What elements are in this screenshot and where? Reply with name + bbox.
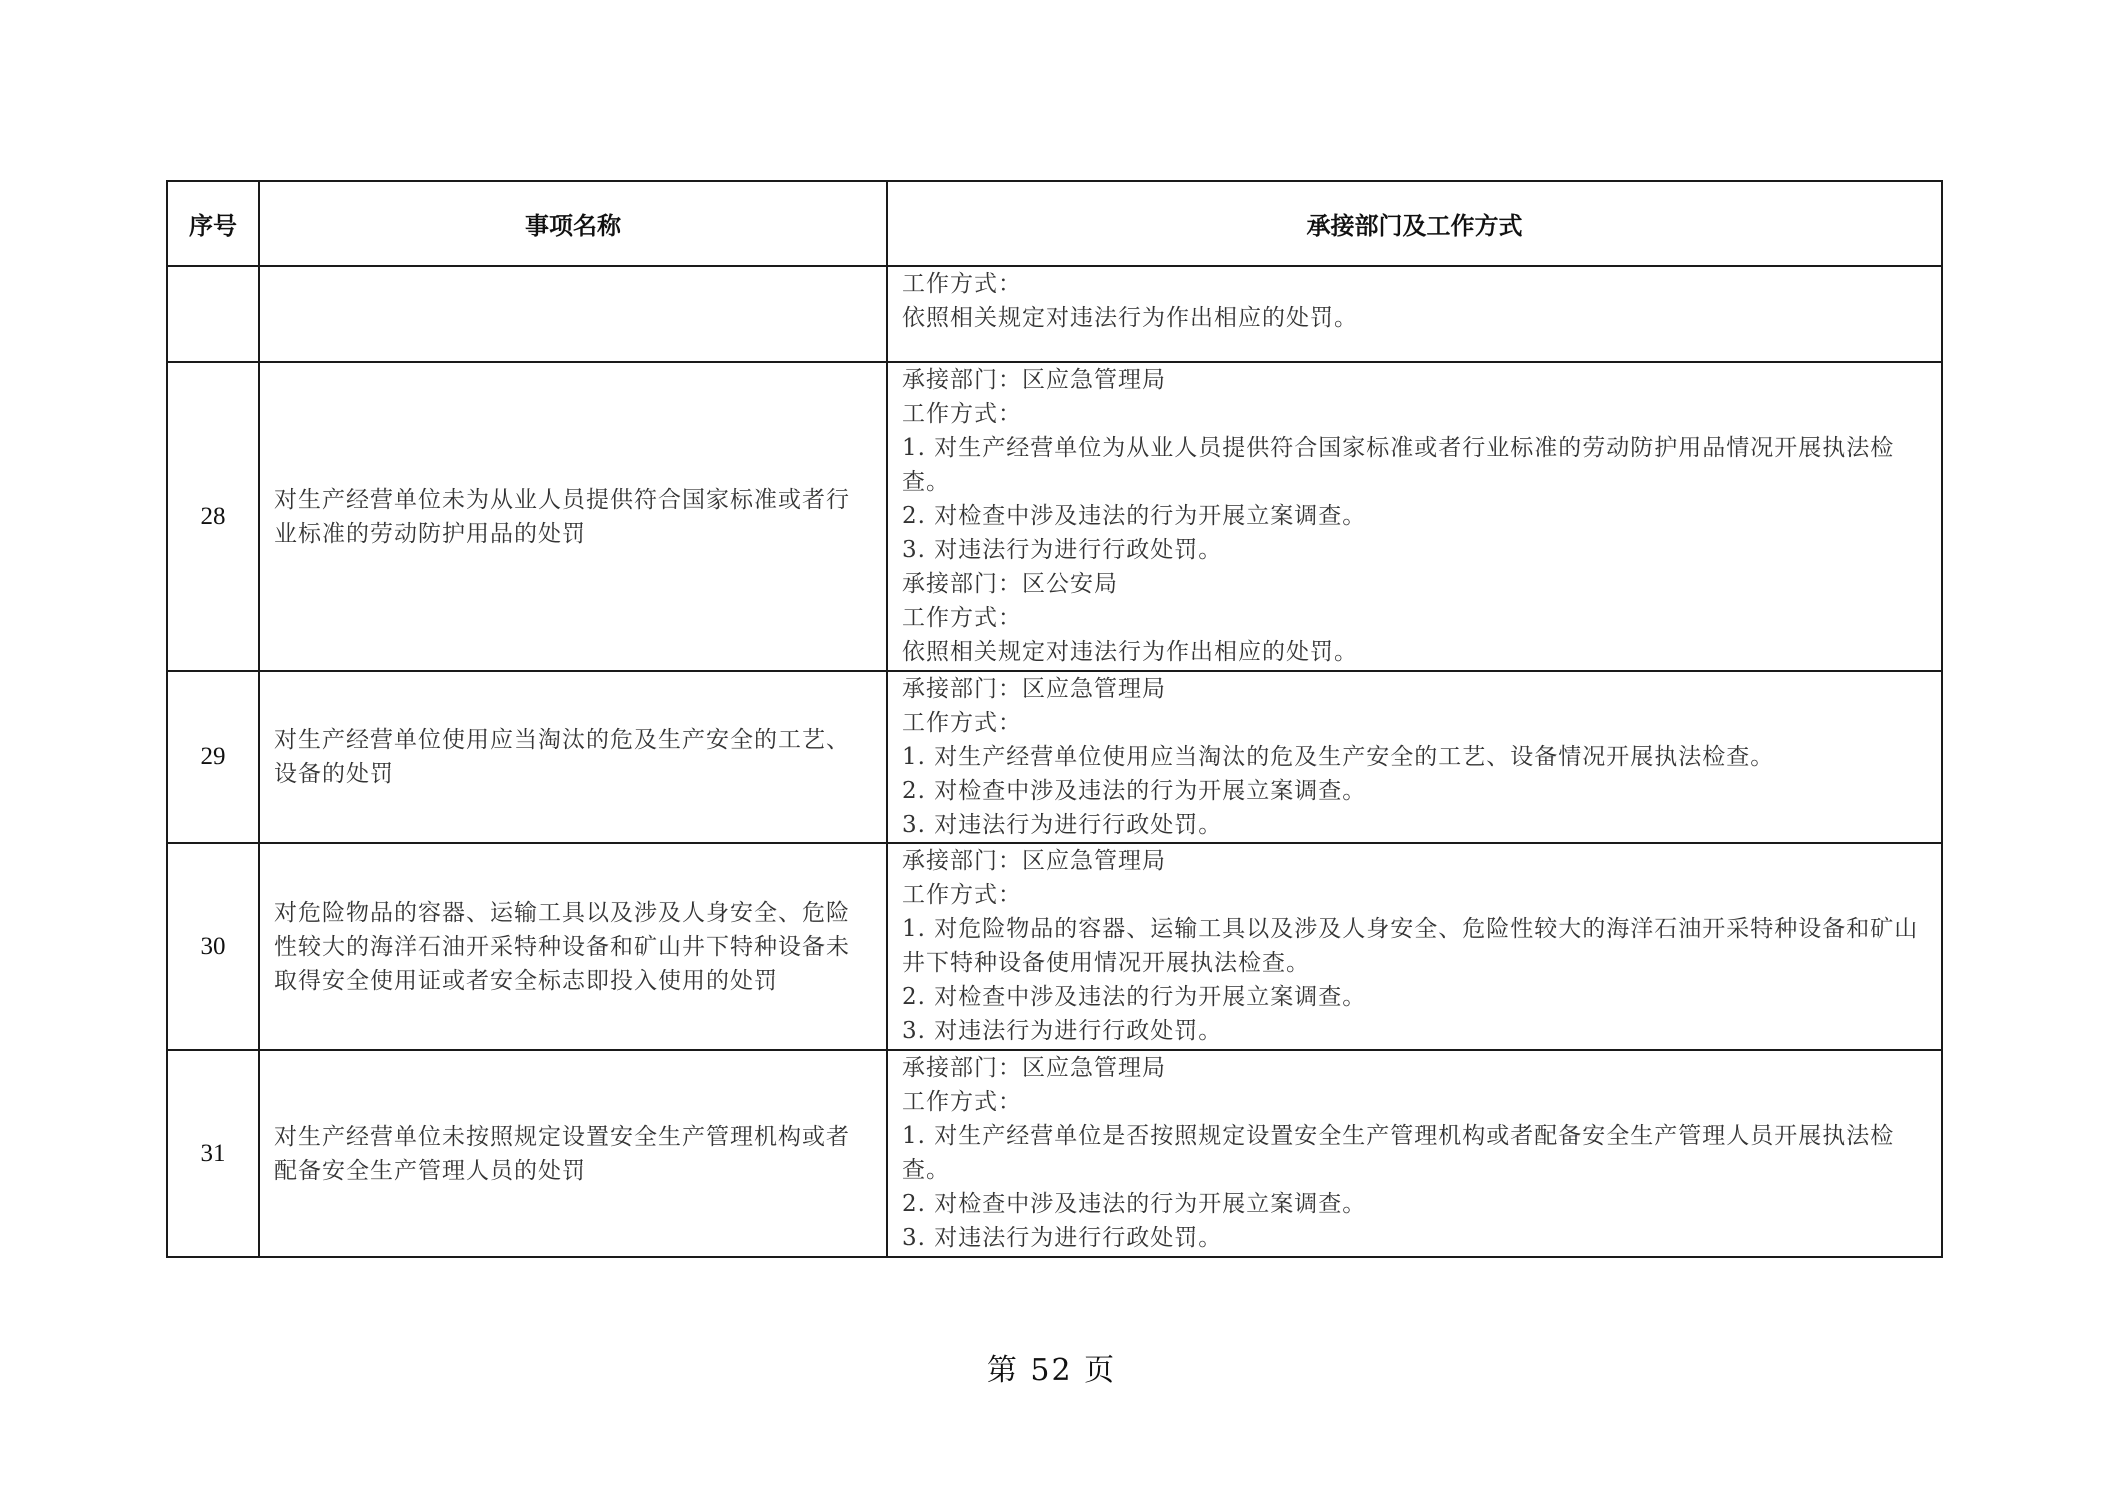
- dept-line: 1. 对生产经营单位使用应当淘汰的危及生产安全的工艺、设备情况开展执法检查。: [902, 744, 1775, 770]
- dept-line: 承接部门：区公安局: [902, 571, 1118, 597]
- dept-line: 1. 对危险物品的容器、运输工具以及涉及人身安全、危险性较大的海洋石油开采特种设备和矿山井下特种设备使用情况开展执法检查。: [902, 916, 1919, 976]
- header-name: 事项名称: [259, 181, 887, 266]
- table-row: [167, 1050, 1942, 1257]
- row-dept: [887, 843, 1942, 1050]
- dept-line: 工作方式：: [902, 271, 1022, 297]
- dept-line: 2. 对检查中涉及违法的行为开展立案调查。: [902, 778, 1367, 804]
- row-name: 对生产经营单位未为从业人员提供符合国家标准或者行业标准的劳动防护用品的处罚: [259, 362, 887, 671]
- dept-line: 1. 对生产经营单位为从业人员提供符合国家标准或者行业标准的劳动防护用品情况开展执法检查。: [902, 435, 1895, 495]
- dept-line: 1. 对生产经营单位是否按照规定设置安全生产管理机构或者配备安全生产管理人员开展执法检查。: [902, 1123, 1895, 1183]
- dept-line: 工作方式：: [902, 710, 1022, 736]
- table-header-row: [167, 181, 1942, 266]
- dept-line: 2. 对检查中涉及违法的行为开展立案调查。: [902, 1191, 1367, 1217]
- row-name: [259, 266, 887, 362]
- row-dept: [887, 362, 1942, 671]
- row-name: 对生产经营单位使用应当淘汰的危及生产安全的工艺、设备的处罚: [259, 671, 887, 843]
- dept-line: 承接部门：区应急管理局: [902, 848, 1166, 874]
- table-row: [167, 843, 1942, 1050]
- dept-line: 工作方式：: [902, 882, 1022, 908]
- dept-line: 工作方式：: [902, 1089, 1022, 1115]
- row-seq: 28: [167, 362, 259, 671]
- row-dept: [887, 266, 1942, 362]
- dept-line: 承接部门：区应急管理局: [902, 367, 1166, 393]
- dept-line: 3. 对违法行为进行行政处罚。: [902, 537, 1223, 563]
- row-seq: [167, 266, 259, 362]
- matters-table: [166, 180, 1943, 1258]
- dept-line: 承接部门：区应急管理局: [902, 1055, 1166, 1081]
- row-seq: 29: [167, 671, 259, 843]
- dept-line: 依照相关规定对违法行为作出相应的处罚。: [902, 305, 1358, 331]
- dept-line: 2. 对检查中涉及违法的行为开展立案调查。: [902, 503, 1367, 529]
- table-row: [167, 266, 1942, 362]
- dept-line: 3. 对违法行为进行行政处罚。: [902, 812, 1223, 838]
- row-seq: 31: [167, 1050, 259, 1257]
- table-row: [167, 362, 1942, 671]
- row-name: 对生产经营单位未按照规定设置安全生产管理机构或者配备安全生产管理人员的处罚: [259, 1050, 887, 1257]
- row-seq: 30: [167, 843, 259, 1050]
- row-dept: [887, 1050, 1942, 1257]
- page-number: 第 52 页: [986, 1353, 1117, 1388]
- header-seq: 序号: [167, 181, 259, 266]
- dept-line: 工作方式：: [902, 401, 1022, 427]
- dept-line: 工作方式：: [902, 605, 1022, 631]
- dept-line: 2. 对检查中涉及违法的行为开展立案调查。: [902, 984, 1367, 1010]
- header-dept: 承接部门及工作方式: [887, 181, 1942, 266]
- dept-line: 3. 对违法行为进行行政处罚。: [902, 1225, 1223, 1251]
- table-row: [167, 671, 1942, 843]
- row-dept: [887, 671, 1942, 843]
- row-name: 对危险物品的容器、运输工具以及涉及人身安全、危险性较大的海洋石油开采特种设备和矿山井下特种设备未取得安全使用证或者安全标志即投入使用的处罚: [259, 843, 887, 1050]
- dept-line: 承接部门：区应急管理局: [902, 676, 1166, 702]
- dept-line: 3. 对违法行为进行行政处罚。: [902, 1018, 1223, 1044]
- dept-line: 依照相关规定对违法行为作出相应的处罚。: [902, 639, 1358, 665]
